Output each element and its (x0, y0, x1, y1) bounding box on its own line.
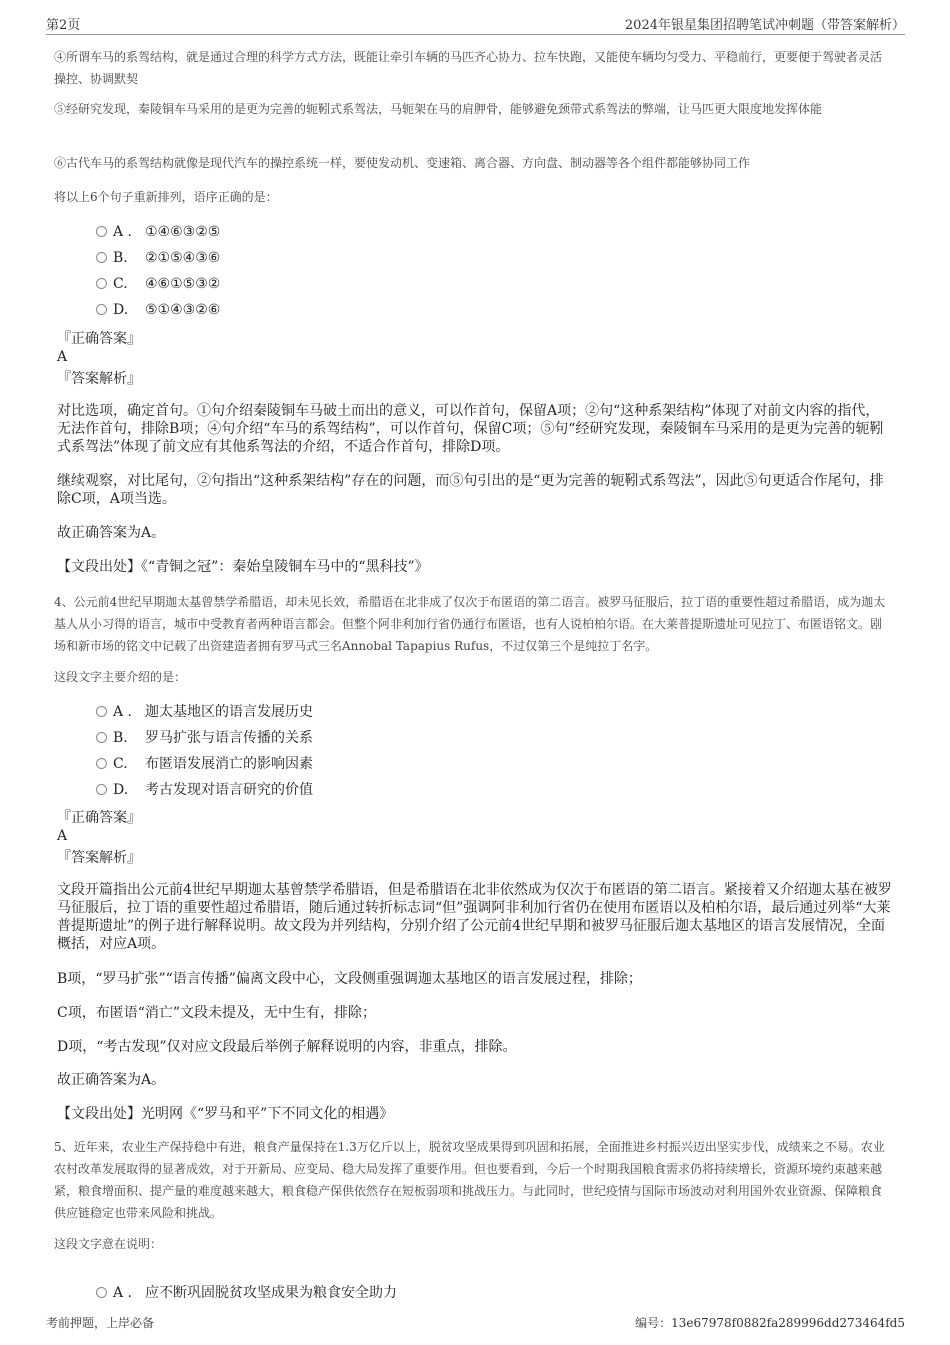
radio-icon[interactable] (96, 304, 107, 315)
page-header (46, 14, 905, 35)
analysis-paragraph: C项，布匿语“消亡”文段未提及，无中生有，排除； (57, 1005, 377, 1021)
analysis-paragraph: D项，“考古发现”仅对应文段最后举例子解释说明的内容，非重点，排除。 (57, 1039, 517, 1055)
analysis-paragraph: B项，“罗马扩张”“语言传播”偏离文段中心，文段侧重强调迦太基地区的语言发展过程，排除； (57, 971, 642, 987)
conclusion: 故正确答案为A。 (57, 1072, 166, 1088)
question-stem: 4、公元前4世纪早期迦太基曾禁学希腊语，却未见长效，希腊语在北非成了仅次于布匿语的第二语言。被罗马征服后，拉丁语的重要性超过希腊语，成为迦太基人从小习得的语言，城市中受教育者两种语言都会。但整个阿非利加行省仍通行布匿语，也有人说柏柏尔语。在大莱普提斯遗址可见拉丁、布匿语铭文。剧场和新市场的铭文中记载了出资建造者拥有罗马式三名Annobal Tapapius Rufus，不过仅第三个是纯拉丁名字。 (54, 595, 886, 653)
document-id: 编号：13e67978f0882fa289996dd273464fd5 (635, 1316, 905, 1330)
radio-icon[interactable] (96, 758, 107, 769)
question-stem: 5、近年来，农业生产保持稳中有进，粮食产量保持在1.3万亿斤以上，脱贫攻坚成果得到巩固和拓展，全面推进乡村振兴迈出坚实步伐，成绩来之不易。农业农村改革发展取得的显著成效，对于开新局、应变局、稳大局发挥了重要作用。但也要看到，今后一个时期我国粮食需求仍将持续增长，资源环境约束越来越紧，粮食增面积、提产量的难度越来越大，粮食稳产保供依然存在短板弱项和挑战压力。与此同时，世纪疫情与国际市场波动对利用国外农业资源、保障粮食供应链稳定也带来风险和挑战。 (54, 1140, 885, 1220)
option-c[interactable]: C. ④⑥①⑤③② (96, 274, 220, 294)
answer-value: A (57, 349, 68, 365)
sentence-5: ⑤经研究发现，秦陵铜车马采用的是更为完善的轭靷式系驾法，马轭架在马的肩胛骨，能够避免颈带式系驾法的弊端，让马匹更大限度地发挥体能 (54, 102, 823, 116)
question-prompt: 这段文字意在说明： (54, 1237, 163, 1251)
analysis-label: 『答案解析』 (57, 371, 141, 387)
question-prompt: 这段文字主要介绍的是： (54, 670, 187, 684)
page-footer (46, 1314, 905, 1334)
radio-icon[interactable] (96, 278, 107, 289)
answer-value: A (57, 828, 68, 844)
option-b[interactable]: B. ②①⑤④③⑥ (96, 248, 220, 268)
radio-icon[interactable] (96, 226, 107, 237)
sentence-4: ④所谓车马的系驾结构，就是通过合理的科学方式方法，既能让牵引车辆的马匹齐心协力、拉车快跑，又能使车辆均匀受力、平稳前行，更要便于驾驶者灵活操控、协调默契 (54, 50, 883, 86)
document-title: 2024年银星集团招聘笔试冲刺题（带答案解析） (624, 18, 905, 33)
analysis-label: 『答案解析』 (57, 850, 141, 866)
answer-label: 『正确答案』 (57, 810, 141, 826)
analysis-paragraph: 继续观察，对比尾句，②句指出“这种系架结构”存在的问题，而⑤句引出的是“更为完善的轭靷式系驾法”，因此⑤句更适合作尾句，排除C项，A项当选。 (57, 473, 884, 507)
option-b[interactable]: B. 罗马扩张与语言传播的关系 (96, 728, 313, 748)
source-citation: 【文段出处】《“青铜之冠”：秦始皇陵铜车马中的“黑科技”》 (57, 559, 429, 575)
option-a[interactable]: A . ①④⑥③②⑤ (96, 222, 220, 242)
analysis-paragraph: 文段开篇指出公元前4世纪早期迦太基曾禁学希腊语，但是希腊语在北非依然成为仅次于布匿语的第二语言。紧接着又介绍迦太基在被罗马征服后，拉丁语的重要性超过希腊语，随后通过转折标志词“但”强调阿非利加行省仍在使用布匿语以及柏柏尔语，最后通过列举“大莱普提斯遗址”的例子进行解释说明。故文段为并列结构，分别介绍了公元前4世纪早期和被罗马征服后迦太基地区的语言发展情况，全面概括，对应A项。 (57, 882, 892, 952)
option-d[interactable]: D. 考古发现对语言研究的价值 (96, 780, 313, 800)
option-d[interactable]: D. ⑤①④③②⑥ (96, 300, 220, 320)
page-number: 第2页 (46, 18, 81, 33)
answer-label: 『正确答案』 (57, 331, 141, 347)
conclusion: 故正确答案为A。 (57, 525, 166, 541)
radio-icon[interactable] (96, 252, 107, 263)
footer-slogan: 考前押题，上岸必备 (46, 1316, 155, 1330)
question-prompt: 将以上6个句子重新排列，语序正确的是： (54, 190, 278, 204)
radio-icon[interactable] (96, 1287, 107, 1298)
source-citation: 【文段出处】光明网《“罗马和平”下不同文化的相遇》 (57, 1106, 394, 1122)
radio-icon[interactable] (96, 732, 107, 743)
analysis-paragraph: 对比选项，确定首句。①句介绍秦陵铜车马破土而出的意义，可以作首句，保留A项；②句“这种系架结构”体现了对前文内容的指代，无法作首句，排除B项；④句介绍“车马的系驾结构”，可以作首句，保留C项；⑤句“经研究发现，秦陵铜车马采用的是更为完善的轭靷式系驾法”体现了前文应有其他系驾法的介绍，不适合作首句，排除D项。 (57, 403, 884, 455)
radio-icon[interactable] (96, 784, 107, 795)
option-a[interactable]: A . 迦太基地区的语言发展历史 (96, 702, 313, 722)
option-c[interactable]: C. 布匿语发展消亡的影响因素 (96, 754, 313, 774)
option-a[interactable]: A . 应不断巩固脱贫攻坚成果为粮食安全助力 (96, 1283, 397, 1303)
radio-icon[interactable] (96, 706, 107, 717)
sentence-6: ⑥古代车马的系驾结构就像是现代汽车的操控系统一样，要使发动机、变速箱、离合器、方向盘、制动器等各个组件都能够协同工作 (54, 156, 751, 170)
